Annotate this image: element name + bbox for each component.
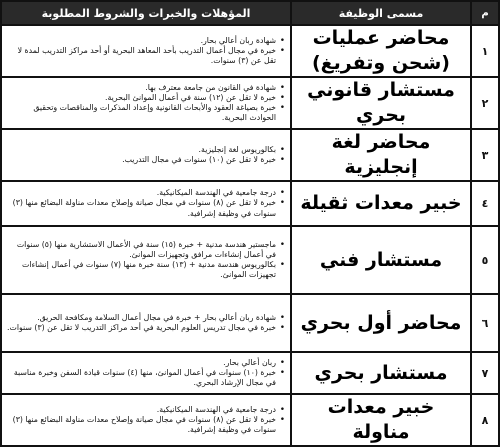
job-requirements [1,129,291,181]
requirements-list [5,188,285,219]
requirement-item: • خبرة في مجال أعمال التدريب بأحد المعاهد البحرية أو أحد مراكز التدريب لمدة لا تقل عن (٣) سنوات. [5,46,285,66]
requirement-item: • ماجستير هندسة مدنية + خبرة (١٥) سنة في الأعمال الاستشارية منها (٥) سنوات في أعمال إنشاءات مرافق وتجهيزات الموانئ. [5,240,285,260]
requirement-item: • بكالوريوس هندسة مدنية + (١٣) سنة خبرة منها (٧) سنوات في أعمال إنشاءات تجهيزات الموانئ. [5,260,285,280]
job-requirements [1,352,291,394]
job-title: مستشار قانوني بحري [291,77,471,129]
job-requirements [1,294,291,352]
job-title: خبير معدات ثقيلة [291,181,471,226]
table-header-row [1,1,499,25]
requirement-item: • درجة جامعية في الهندسة الميكانيكية. [5,405,285,415]
job-title: محاضر أول بحري [291,294,471,352]
job-requirements [1,226,291,294]
header-qualifications: المؤهلات والخبرات والشروط المطلوبة [1,1,291,25]
job-title: محاضر عمليات (شحن وتفريغ) [291,25,471,77]
job-title: خبير معدات مناولة [291,394,471,446]
row-number: ١ [471,25,499,77]
table-row [1,129,499,181]
table-row [1,294,499,352]
requirement-item: • خبرة (١٠) سنوات في أعمال الموانئ، منها (٤) سنوات قيادة السفن وخبرة مناسبة في مجال الإرشاد البحري. [5,368,285,388]
requirement-item: • ربان أعالي بحار. [5,358,285,368]
requirements-list [5,36,285,67]
requirement-item: • خبرة لا تقل عن (١٢) سنة في أعمال الموانئ البحرية. [5,93,285,103]
requirement-item: • خبرة لا تقل عن (٨) سنوات في مجال صيانة وإصلاح معدات مناولة البضائع منها (٣) سنوات في وظيفة إشرافية. [5,415,285,435]
header-number: م [471,1,499,25]
table-row [1,352,499,394]
table-row [1,226,499,294]
row-number: ٤ [471,181,499,226]
requirements-list [5,313,285,333]
job-title: محاضر لغة إنجليزية [291,129,471,181]
requirements-list [5,240,285,281]
row-number: ٢ [471,77,499,129]
requirement-item: • خبرة في مجال تدريس العلوم البحرية في أحد مراكز التدريب لا تقل عن (٣) سنوات. [5,323,285,333]
row-number: ٨ [471,394,499,446]
job-requirements [1,394,291,446]
row-number: ٣ [471,129,499,181]
row-number: ٧ [471,352,499,394]
requirement-item: • درجة جامعية في الهندسة الميكانيكية. [5,188,285,198]
table-row [1,394,499,446]
table-row [1,77,499,129]
requirement-item: • شهادة في القانون من جامعة معترف بها. [5,83,285,93]
job-title: مستشار فني [291,226,471,294]
requirements-list [5,145,285,165]
requirement-item: • شهادة ربان أعالي بحار. [5,36,285,46]
requirement-item: • شهادة ربان أعالي بحار + خبرة في مجال أعمال السلامة ومكافحة الحريق. [5,313,285,323]
table-row [1,181,499,226]
requirement-item: • خبرة بصياغة العقود والأبحاث القانونية وإعداد المذكرات والمناقصات وتحقيق الحوادث البحرية. [5,103,285,123]
job-requirements [1,25,291,77]
job-title: مستشار بحري [291,352,471,394]
requirements-list [5,83,285,124]
job-requirements [1,77,291,129]
job-requirements [1,181,291,226]
header-job-title: مسمى الوظيفة [291,1,471,25]
requirements-list [5,405,285,436]
table-row [1,25,499,77]
requirement-item: • بكالوريوس لغة إنجليزية. [5,145,285,155]
requirements-list [5,358,285,389]
requirement-item: • خبرة لا تقل عن (١٠) سنوات في مجال التدريب. [5,155,285,165]
requirement-item: • خبرة لا تقل عن (٨) سنوات في مجال صيانة وإصلاح معدات مناولة البضائع منها (٣) سنوات في وظيفة إشرافية. [5,198,285,218]
row-number: ٥ [471,226,499,294]
row-number: ٦ [471,294,499,352]
